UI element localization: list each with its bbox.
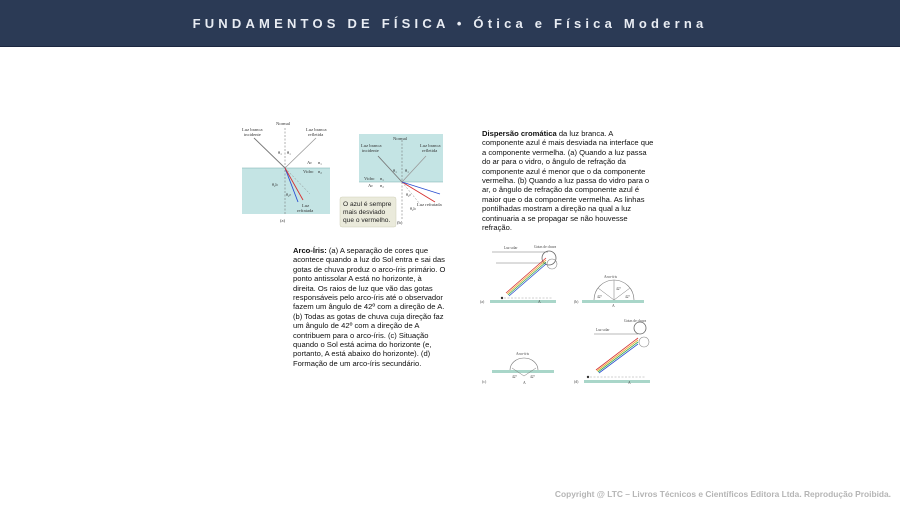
reflected-label-2: refletida: [308, 132, 324, 137]
dispersion-caption-line: do ar para o vidro, o ângulo de refração da: [482, 157, 626, 167]
drops-label-a: Gotas de chuva: [534, 245, 557, 249]
rainbow-caption-line: direita. Os raios de luz que vão das gotas: [293, 283, 433, 293]
raindrop-d2: [639, 337, 649, 347]
dispersion-caption-line: componente azul é mais desviada na interface que: [482, 138, 654, 148]
rainbow-ray-green-a: [508, 262, 546, 295]
rainbow-caption-line: portanto, A está abaixo do horizonte). (d): [293, 349, 431, 359]
rainbow-caption-title: Arco-Íris:: [293, 246, 327, 255]
ground-b: [582, 300, 644, 303]
rainbow-panel-d: [574, 319, 650, 385]
n1-label-b: n₁: [380, 176, 384, 181]
angle-label-b3: 42°: [625, 295, 631, 299]
arc-label-b: Arco-íris: [604, 275, 617, 279]
theta2r-label: θ₂r: [286, 192, 291, 197]
antisolar-label-a: A: [538, 300, 541, 304]
reflected-label-b-2: refletida: [422, 148, 438, 153]
rainbow-caption-line: Formação de um arco-íris secundário.: [293, 358, 422, 368]
note-line-3: que o vermelho.: [343, 217, 391, 224]
copyright-footer: Copyright @ LTC – Livros Técnicos e Científicos Editora Ltda. Reprodução Proibida.: [554, 489, 891, 499]
rainbow-ray-orange-a: [507, 260, 546, 294]
reflected-label-b-1: Luz branca: [420, 143, 441, 148]
antisolar-label-c: A: [523, 381, 526, 385]
rainbow-caption-line-1: Arco-Íris: (a) A separação de cores que: [293, 246, 429, 255]
rainbow-caption-line: (b) Todas as gotas de chuva cuja direção faz: [293, 311, 444, 321]
figure-a-label: (a): [280, 218, 286, 223]
dispersion-caption-line: componente azul é menor que o da componente: [482, 166, 646, 176]
theta2b-label: θ₂b: [272, 182, 278, 187]
dispersion-caption-line: refração.: [482, 223, 512, 233]
n2-label: n₂: [318, 169, 322, 174]
incident-label-b-1: Luz branca: [361, 143, 382, 148]
rainbow-ray-orange-d: [597, 340, 638, 371]
dispersion-caption-line: a componente vermelha. (a) Quando a luz passa: [482, 147, 647, 157]
theta1-label-b: θ₁: [393, 168, 397, 173]
theta2r-label-b: θ₂r: [406, 192, 411, 197]
rainbow-panel-b: [574, 275, 644, 308]
sunlight-label-a: Luz solar: [504, 246, 518, 250]
figure-b-label: (b): [397, 220, 403, 225]
slide-title: FUNDAMENTOS DE FÍSICA • Ótica e Física Moderna: [192, 15, 708, 31]
dispersion-caption-line: ar, o ângulo de refração da componente azul é: [482, 185, 640, 195]
dispersion-caption-line: vermelha. (b) Quando a luz passa do vidro para o: [482, 176, 650, 186]
ar-label: Ar: [307, 160, 312, 165]
rainbow-arc-c: [510, 358, 538, 370]
rainbow-caption-line: acontece quando a luz do Sol entra e sai das: [293, 255, 445, 265]
refracted-label-b: Luz refratada: [417, 202, 442, 207]
reflected-label-1: Luz branca: [306, 127, 327, 132]
rainbow-caption-line: responsáveis pelo arco-íris até o observador: [293, 293, 443, 303]
observer-a: [501, 297, 503, 299]
vidro-label: Vidro: [303, 169, 314, 174]
observer-d: [587, 376, 589, 378]
antisolar-label-d: A: [628, 381, 631, 385]
angle-label-b1: 42°: [616, 287, 622, 291]
sunlight-label-d: Luz solar: [596, 328, 610, 332]
incident-label-2: incidente: [244, 132, 261, 137]
rainbow-panel-a: [480, 245, 557, 304]
dispersion-caption-line: pontilhadas mostram a direção na qual a luz: [482, 204, 632, 214]
theta1b-label: θ₁: [287, 150, 291, 155]
theta1b-label-b: θ₁: [405, 168, 409, 173]
arc-label-c: Arco-íris: [516, 352, 529, 356]
rainbow-ray-blue-a: [509, 264, 546, 296]
ground-d: [584, 380, 650, 383]
dispersion-caption-line: continuaria a se propagar se não houvesse: [482, 213, 628, 223]
n1-label: n₁: [318, 160, 322, 165]
rainbow-panel-c: [482, 352, 554, 385]
dispersion-caption: [482, 129, 662, 232]
note-line-1: O azul é sempre: [343, 201, 392, 208]
note-box: [339, 196, 397, 228]
refracted-label-1: Luz: [302, 203, 310, 208]
antisolar-label-b: A: [612, 304, 615, 308]
rainbow-caption-line: ponto antissolar A está no horizonte, à: [293, 274, 422, 284]
panel-label-c: (c): [482, 380, 487, 384]
rainbow-caption-line: fazem um ângulo de 42º com a direção de A.: [293, 302, 445, 312]
glass-region-b: [359, 134, 443, 182]
panel-label-a: (a): [480, 300, 485, 304]
drops-label-d: Gotas de chuva: [624, 319, 647, 323]
refracted-label-2: refratada: [297, 208, 314, 213]
glass-region: [242, 168, 330, 214]
rainbow-caption-line: contribuem para o arco-íris. (c) Situação: [293, 330, 429, 340]
figure-rainbow: [478, 238, 658, 388]
rainbow-ray-blue-d: [599, 344, 638, 373]
vidro-label-b: Vidro: [364, 176, 375, 181]
angle-label-b2: 42°: [597, 295, 603, 299]
slide-header: [0, 0, 900, 47]
theta2b-label-b: θ₂b: [410, 206, 416, 211]
n2-label-b: n₂: [380, 183, 384, 188]
note-line-2: mais desviado: [343, 209, 386, 216]
ground-c: [492, 370, 554, 373]
rainbow-caption-line: quando o Sol está acima do horizonte (e,: [293, 340, 432, 350]
normal-label: Normal: [276, 121, 291, 126]
figure-dispersion-a: [240, 118, 332, 226]
dispersion-caption-line-1: Dispersão cromática da luz branca. A: [482, 129, 614, 138]
rainbow-caption: [293, 246, 463, 368]
incident-label-1: Luz branca: [242, 127, 263, 132]
dispersion-caption-title: Dispersão cromática: [482, 129, 557, 138]
panel-label-b: (b): [574, 300, 579, 304]
ar-label-b: Ar: [368, 183, 373, 188]
angle-label-c2: 42°: [530, 375, 536, 379]
rainbow-ray-green-d: [598, 342, 638, 372]
dispersion-caption-line: maior que o da componente vermelha. As linhas: [482, 194, 645, 204]
normal-label-b: Normal: [393, 136, 408, 141]
raindrop-d1: [634, 322, 646, 334]
theta1-label: θ₁: [278, 150, 282, 155]
rainbow-ray-red-d: [596, 338, 638, 370]
incident-label-b-2: incidente: [362, 148, 379, 153]
rainbow-caption-line: gotas de chuva produz o arco-íris primário. O: [293, 264, 446, 274]
rainbow-caption-line: um ângulo de 42º com a direção de A: [293, 321, 420, 331]
angle-label-c1: 42°: [512, 375, 518, 379]
panel-label-d: (d): [574, 380, 579, 384]
ground-a: [490, 300, 556, 303]
